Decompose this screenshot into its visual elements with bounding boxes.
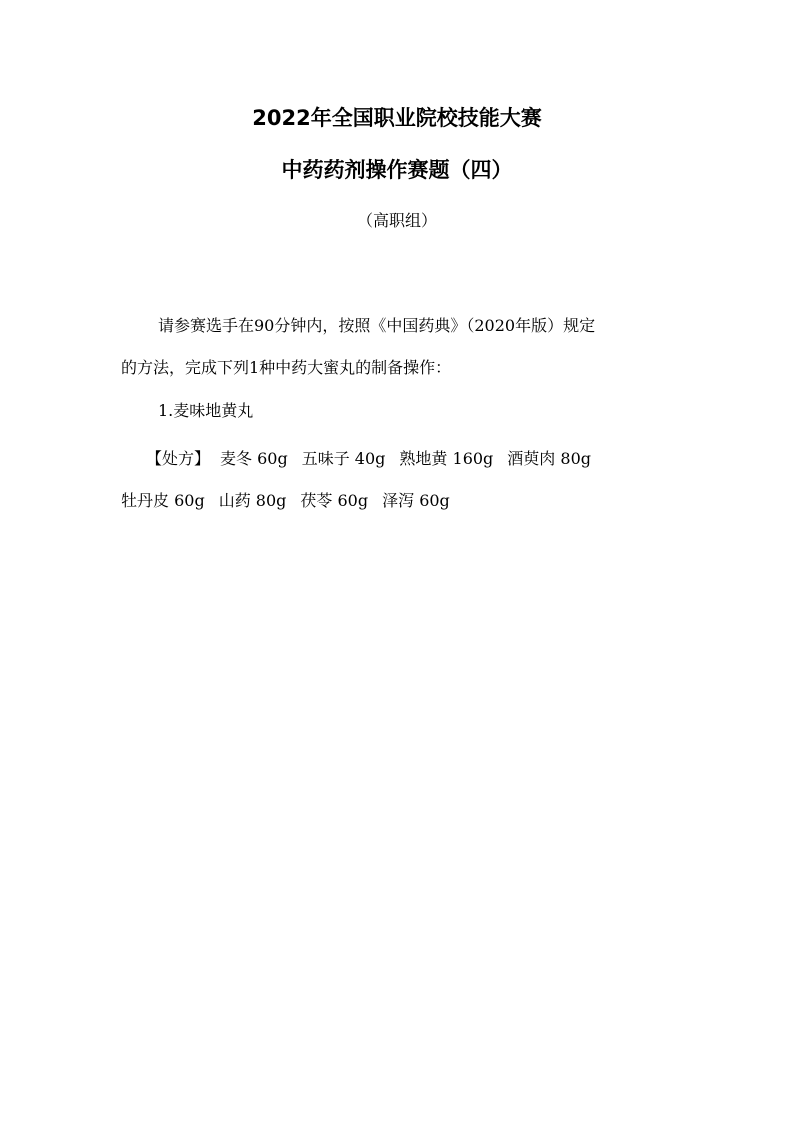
- prescription-line-2: [121, 490, 450, 512]
- herb-item: 酒萸肉 80g: [507, 449, 591, 468]
- item-title: 1.麦味地黄丸: [158, 401, 254, 420]
- prescription-label: 【处方】: [146, 449, 211, 468]
- instructions-line-2: 的方法，完成下列1种中药大蜜丸的制备操作：: [121, 358, 452, 377]
- page-title: 2022年全国职业院校技能大赛: [252, 106, 542, 130]
- herb-item: 麦冬 60g: [220, 449, 288, 468]
- instructions-line-1: 请参赛选手在90分钟内，按照《中国药典》（2020年版）规定: [158, 316, 596, 335]
- group-label: （高职组）: [356, 211, 437, 230]
- herb-item: 茯苓 60g: [300, 491, 369, 510]
- herb-item: 泽泻 60g: [382, 491, 450, 510]
- herb-item: 牡丹皮 60g: [121, 491, 205, 510]
- herb-item: 五味子 40g: [301, 449, 386, 468]
- herb-item: 熟地黄 160g: [399, 449, 494, 468]
- herb-item: 山药 80g: [218, 491, 287, 510]
- page-subheading: 中药药剂操作赛题（四）: [281, 158, 513, 182]
- prescription-line-1: [146, 448, 591, 470]
